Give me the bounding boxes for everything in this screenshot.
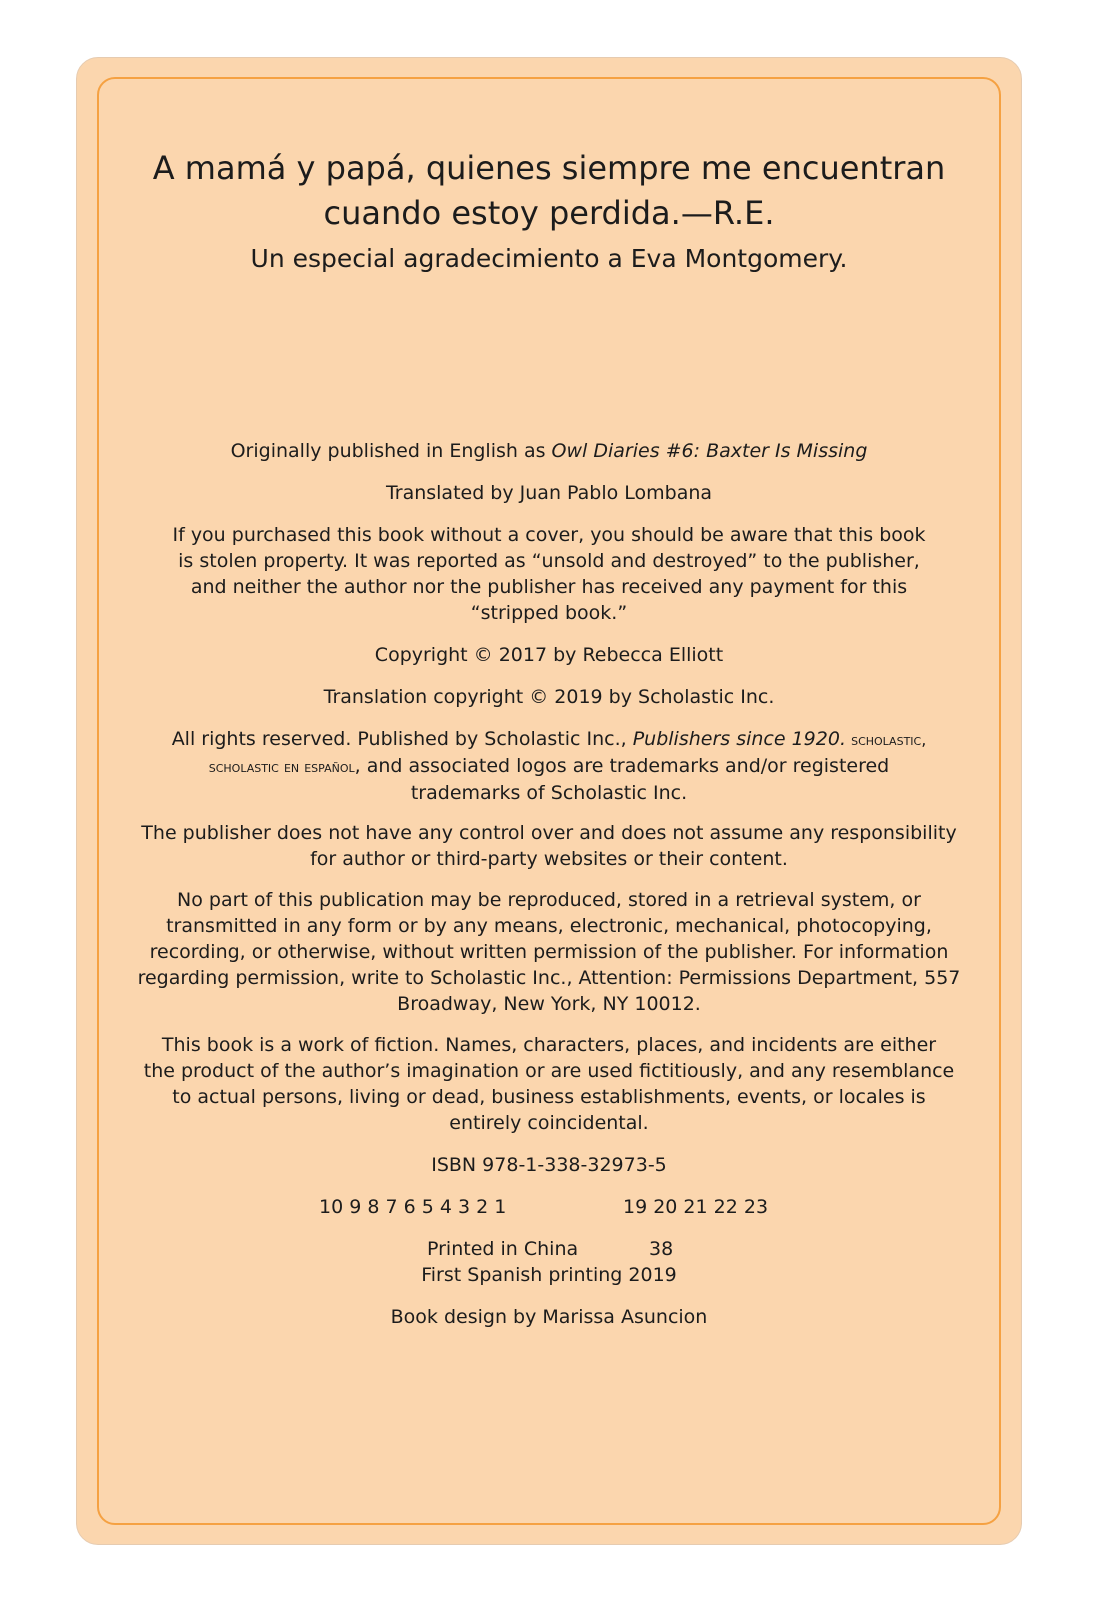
year-numbers: 19 20 21 22 23 xyxy=(623,1196,769,1218)
reproduction-line: No part of this publication may be reproduced, stored in a retrieval system, or xyxy=(177,889,921,911)
dedication-line: cuando estoy perdida.—R.E. xyxy=(323,194,775,232)
design-credit: Book design by Marissa Asuncion xyxy=(390,1306,708,1328)
rights-line xyxy=(99,753,999,780)
fiction-line: This book is a work of fiction. Names, characters, places, and incidents are either xyxy=(161,1034,937,1056)
copyright-line: Copyright © 2017 by Rebecca Elliott xyxy=(374,644,724,666)
fiction-line: to actual persons, living or dead, business establishments, events, or locales is xyxy=(172,1086,926,1108)
fiction-line: the product of the author’s imagination or are used fictitiously, and any resemblance xyxy=(143,1060,955,1082)
rights-text: All rights reserved. Published by Scholastic Inc., xyxy=(171,728,633,750)
original-title: Owl Diaries #6: Baxter Is Missing xyxy=(551,440,868,462)
cover-notice-line: If you purchased this book without a cover, you should be aware that this book xyxy=(172,524,926,546)
printing-numbers: 10 9 8 7 6 5 4 3 2 1 xyxy=(319,1196,507,1218)
rights-motto: Publishers since 1920. xyxy=(632,728,846,750)
rights-line xyxy=(99,726,999,753)
acknowledgement: Un especial agradecimiento a Eva Montgomery. xyxy=(250,244,848,273)
cover-notice-line: “stripped book.” xyxy=(470,602,628,624)
rights-text: , and associated logos are trademarks and/or registered xyxy=(354,755,890,777)
dedication xyxy=(99,146,999,236)
reproduction-notice xyxy=(99,887,999,1017)
isbn: ISBN 978-1-338-32973-5 xyxy=(431,1154,667,1176)
fiction-line: entirely coincidental. xyxy=(449,1112,649,1134)
first-printing: First Spanish printing 2019 xyxy=(421,1264,677,1286)
fiction-notice xyxy=(99,1032,999,1136)
cover-notice xyxy=(99,522,999,626)
page-frame xyxy=(97,77,1001,1525)
translation-copyright-line: Translation copyright © 2019 by Scholastic Inc. xyxy=(323,686,775,708)
page-card xyxy=(76,57,1022,1545)
publisher-notice xyxy=(99,820,999,872)
publisher-notice-line: for author or third-party websites or their content. xyxy=(310,848,788,870)
rights-trademark: scholastic, xyxy=(846,730,927,749)
translator-credit: Translated by Juan Pablo Lombana xyxy=(385,482,713,504)
printed-in-row xyxy=(99,1236,999,1262)
printed-in: Printed in China xyxy=(427,1238,579,1260)
rights-notice xyxy=(99,726,999,806)
rights-line: trademarks of Scholastic Inc. xyxy=(410,782,688,804)
printed-code: 38 xyxy=(649,1238,674,1260)
original-edition-note xyxy=(99,438,999,464)
original-prefix: Originally published in English as xyxy=(230,440,552,462)
cover-notice-line: is stolen property. It was reported as “unsold and destroyed” to the publisher, xyxy=(178,550,920,572)
rights-trademark: scholastic en español xyxy=(208,757,355,776)
printing-numbers-row xyxy=(99,1194,999,1220)
reproduction-line: recording, or otherwise, without written permission of the publisher. For information xyxy=(149,941,949,963)
reproduction-line: regarding permission, write to Scholastic Inc., Attention: Permissions Department, 557 xyxy=(137,967,961,989)
cover-notice-line: and neither the author nor the publisher has received any payment for this xyxy=(190,576,908,598)
publisher-notice-line: The publisher does not have any control over and does not assume any responsibility xyxy=(141,822,957,844)
reproduction-line: Broadway, New York, NY 10012. xyxy=(397,993,701,1015)
dedication-line: A mamá y papá, quienes siempre me encuentran xyxy=(152,149,946,187)
reproduction-line: transmitted in any form or by any means, electronic, mechanical, photocopying, xyxy=(166,915,932,937)
